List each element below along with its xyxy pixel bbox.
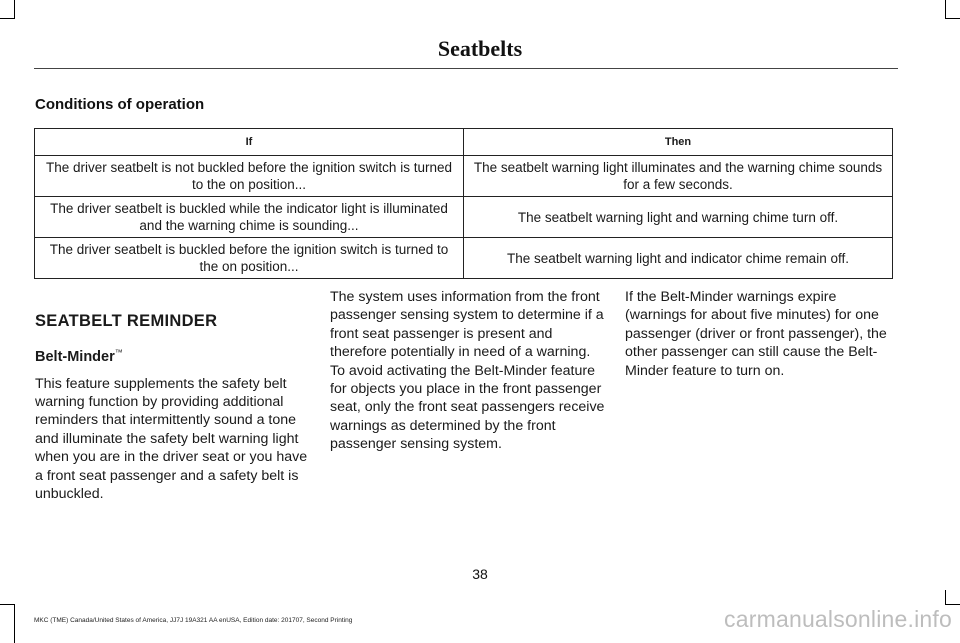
table-cell-then: The seatbelt warning light and warning chime turn off.: [464, 197, 893, 238]
crop-mark-bottom-left-h: [0, 604, 15, 605]
table-row: [35, 197, 893, 238]
table-cell-if: The driver seatbelt is not buckled before the ignition switch is turned to the on position...: [35, 156, 464, 197]
crop-mark-top-right-v: [945, 0, 946, 18]
table-row: [35, 238, 893, 279]
crop-mark-bottom-right-h: [945, 604, 960, 605]
crop-mark-top-left-v: [14, 0, 15, 18]
conditions-table: [34, 128, 893, 279]
crop-mark-top-right-h: [945, 18, 960, 19]
title-divider: [34, 68, 898, 69]
reminder-paragraph-1: This feature supplements the safety belt warning function by providing additional reminders that intermittently sound a tone and illuminate the safety belt warning light when you are in the driver seat or you have a front seat passenger and a safety belt is unbuckled.: [35, 375, 308, 503]
table-cell-then: The seatbelt warning light illuminates and the warning chime sounds for a few seconds.: [464, 156, 893, 197]
table-cell-then: The seatbelt warning light and indicator chime remain off.: [464, 238, 893, 279]
site-watermark: carmanualsonline.info: [724, 606, 952, 632]
table-header-if: If: [35, 129, 464, 156]
text-column-1: [35, 288, 315, 513]
belt-minder-heading-text: Belt-Minder: [35, 349, 115, 366]
crop-mark-top-left-h: [0, 18, 15, 19]
page-number: 38: [472, 566, 488, 582]
reminder-paragraph-3: If the Belt-Minder warnings expire (warnings for about five minutes) for one passenger (driver or front passenger), the other passenger can still cause the Belt-Minder feature to turn on.: [625, 289, 887, 379]
reminder-paragraph-2: The system uses information from the front passenger sensing system to determine if a front seat passenger is present and therefore potentially in need of a warning. To avoid activating the Belt-Minder feature for objects you place in the front passenger seat, only the front seat passengers receive warnings as determined by the front passenger sensing system.: [330, 289, 605, 453]
table-header-then: Then: [464, 129, 893, 156]
table-cell-if: The driver seatbelt is buckled while the indicator light is illuminated and the warning chime is sounding...: [35, 197, 464, 238]
trademark-mark: ™: [114, 348, 123, 358]
belt-minder-heading: [35, 344, 315, 366]
table-row: [35, 156, 893, 197]
crop-mark-bottom-left-v: [14, 604, 15, 643]
footer-edition-text: MKC (TME) Canada/United States of America, JJ7J 19A321 AA enUSA, Edition date: 201707, Second Printing: [34, 617, 353, 624]
table-header-row: [35, 129, 893, 156]
conditions-heading: Conditions of operation: [35, 96, 205, 113]
text-column-3: [625, 288, 897, 390]
crop-mark-bottom-right-v: [945, 590, 946, 604]
page-title: Seatbelts: [437, 36, 523, 61]
reminder-heading: SEATBELT REMINDER: [35, 312, 218, 330]
table-cell-if: The driver seatbelt is buckled before the ignition switch is turned to the on position...: [35, 238, 464, 279]
text-column-2: [330, 288, 605, 464]
